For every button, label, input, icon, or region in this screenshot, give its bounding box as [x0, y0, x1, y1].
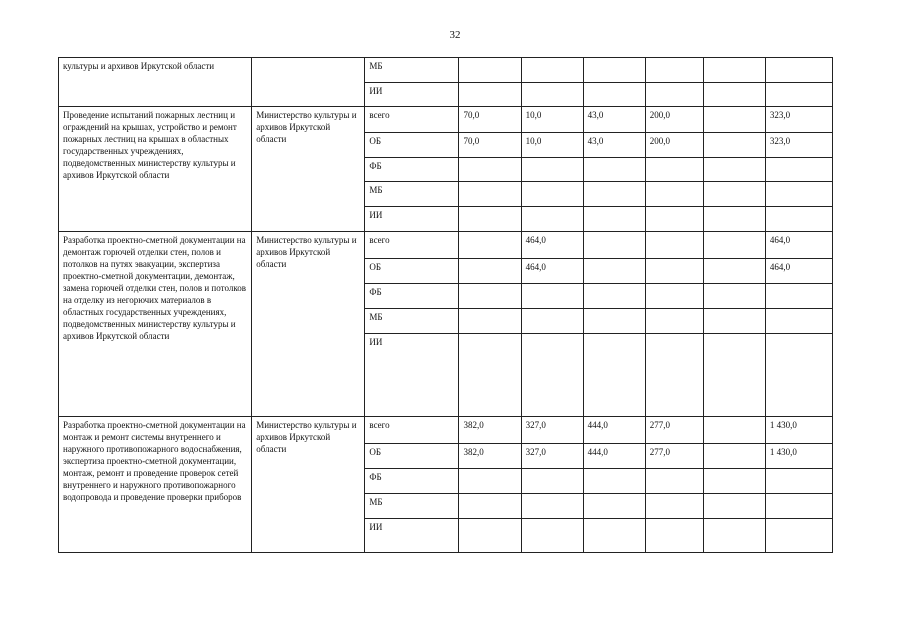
- amount-cell: [645, 309, 703, 334]
- amount-cell: [765, 519, 832, 553]
- amount-cell: 382,0: [459, 444, 521, 469]
- funding-source-cell: ФБ: [365, 469, 459, 494]
- amount-cell: 70,0: [459, 107, 521, 133]
- amount-cell: [765, 182, 832, 207]
- funding-source-cell: ИИ: [365, 207, 459, 232]
- funding-source-cell: всего: [365, 232, 459, 259]
- funding-source-cell: МБ: [365, 182, 459, 207]
- amount-cell: 70,0: [459, 133, 521, 158]
- amount-cell: [521, 158, 583, 182]
- amount-cell: 1 430,0: [765, 417, 832, 444]
- amount-cell: [645, 232, 703, 259]
- amount-cell: 382,0: [459, 417, 521, 444]
- executor-cell: Министерство культуры и архивов Иркутской области: [252, 417, 365, 553]
- amount-cell: [765, 469, 832, 494]
- amount-cell: [521, 519, 583, 553]
- amount-cell: [583, 182, 645, 207]
- amount-cell: [645, 207, 703, 232]
- amount-cell: [583, 334, 645, 417]
- amount-cell: [583, 158, 645, 182]
- amount-cell: [459, 469, 521, 494]
- amount-cell: [703, 284, 765, 309]
- amount-cell: [521, 58, 583, 83]
- measure-name-cell: Разработка проектно-сметной документации на демонтаж горючей отделки стен, полов и потолков на путях эвакуации, экспертиза проектно-сметной документации, демонтаж, замена горючей отделки стен, полов и потолков на отделку из негорючих материалов в областных государственных учреждениях, подведомственных министерству культуры и архивов Иркутской области: [59, 232, 252, 417]
- amount-cell: [459, 519, 521, 553]
- amount-cell: [459, 58, 521, 83]
- amount-cell: [765, 284, 832, 309]
- amount-cell: 277,0: [645, 444, 703, 469]
- funding-source-cell: ФБ: [365, 158, 459, 182]
- amount-cell: [703, 232, 765, 259]
- budget-table: [58, 57, 833, 553]
- amount-cell: [583, 232, 645, 259]
- funding-source-cell: ОБ: [365, 259, 459, 284]
- amount-cell: [459, 158, 521, 182]
- amount-cell: [583, 519, 645, 553]
- amount-cell: 464,0: [765, 232, 832, 259]
- amount-cell: 323,0: [765, 107, 832, 133]
- amount-cell: [521, 469, 583, 494]
- amount-cell: [703, 309, 765, 334]
- table-row: [59, 107, 833, 133]
- amount-cell: 10,0: [521, 107, 583, 133]
- amount-cell: 464,0: [521, 259, 583, 284]
- amount-cell: 464,0: [765, 259, 832, 284]
- amount-cell: [703, 334, 765, 417]
- amount-cell: [459, 232, 521, 259]
- funding-source-cell: ФБ: [365, 284, 459, 309]
- amount-cell: [765, 494, 832, 519]
- executor-cell: Министерство культуры и архивов Иркутской области: [252, 232, 365, 417]
- amount-cell: [645, 182, 703, 207]
- amount-cell: [765, 334, 832, 417]
- amount-cell: [645, 469, 703, 494]
- amount-cell: [703, 158, 765, 182]
- amount-cell: [459, 259, 521, 284]
- amount-cell: [459, 494, 521, 519]
- amount-cell: [645, 83, 703, 107]
- funding-source-cell: МБ: [365, 58, 459, 83]
- table-row: [59, 232, 833, 259]
- measure-name-cell: Проведение испытаний пожарных лестниц и ограждений на крышах, устройство и ремонт пожарных лестниц на крышах в областных государственных учреждениях, подведомственных министерству культуры и архивов Иркутской области: [59, 107, 252, 232]
- amount-cell: [703, 83, 765, 107]
- amount-cell: [583, 469, 645, 494]
- amount-cell: [583, 284, 645, 309]
- amount-cell: [459, 207, 521, 232]
- amount-cell: [765, 309, 832, 334]
- amount-cell: 327,0: [521, 417, 583, 444]
- amount-cell: [703, 444, 765, 469]
- amount-cell: 200,0: [645, 133, 703, 158]
- amount-cell: [703, 417, 765, 444]
- amount-cell: 43,0: [583, 133, 645, 158]
- amount-cell: [765, 58, 832, 83]
- measure-name-cell: культуры и архивов Иркутской области: [59, 58, 252, 107]
- amount-cell: 277,0: [645, 417, 703, 444]
- amount-cell: 444,0: [583, 417, 645, 444]
- amount-cell: [645, 284, 703, 309]
- amount-cell: [765, 158, 832, 182]
- table-row: [59, 58, 833, 83]
- amount-cell: 327,0: [521, 444, 583, 469]
- amount-cell: [645, 158, 703, 182]
- amount-cell: [703, 133, 765, 158]
- amount-cell: [645, 334, 703, 417]
- amount-cell: 43,0: [583, 107, 645, 133]
- amount-cell: [703, 259, 765, 284]
- amount-cell: [583, 207, 645, 232]
- amount-cell: 10,0: [521, 133, 583, 158]
- amount-cell: [521, 207, 583, 232]
- amount-cell: [703, 207, 765, 232]
- amount-cell: [645, 494, 703, 519]
- amount-cell: [645, 519, 703, 553]
- amount-cell: [703, 58, 765, 83]
- funding-source-cell: ОБ: [365, 444, 459, 469]
- budget-table-body: [59, 58, 833, 553]
- amount-cell: 464,0: [521, 232, 583, 259]
- funding-source-cell: МБ: [365, 494, 459, 519]
- amount-cell: [703, 182, 765, 207]
- funding-source-cell: ИИ: [365, 83, 459, 107]
- funding-source-cell: всего: [365, 417, 459, 444]
- funding-source-cell: ОБ: [365, 133, 459, 158]
- amount-cell: [703, 519, 765, 553]
- page-number: 32: [449, 29, 461, 41]
- amount-cell: [459, 284, 521, 309]
- executor-cell: Министерство культуры и архивов Иркутской области: [252, 107, 365, 232]
- amount-cell: [521, 182, 583, 207]
- amount-cell: 200,0: [645, 107, 703, 133]
- amount-cell: 323,0: [765, 133, 832, 158]
- funding-source-cell: ИИ: [365, 519, 459, 553]
- executor-cell: [252, 58, 365, 107]
- amount-cell: [521, 494, 583, 519]
- amount-cell: [645, 259, 703, 284]
- measure-name-cell: Разработка проектно-сметной документации на монтаж и ремонт системы внутреннего и наружного противопожарного водоснабжения, экспертиза проектно-сметной документации, монтаж, ремонт и проведение проверок сетей внутреннего и наружного противопожарного водопровода и проведение проверки приборов: [59, 417, 252, 553]
- amount-cell: [703, 494, 765, 519]
- funding-source-cell: ИИ: [365, 334, 459, 417]
- amount-cell: [765, 207, 832, 232]
- amount-cell: [459, 309, 521, 334]
- amount-cell: [583, 309, 645, 334]
- funding-source-cell: МБ: [365, 309, 459, 334]
- amount-cell: [521, 284, 583, 309]
- amount-cell: 1 430,0: [765, 444, 832, 469]
- amount-cell: [459, 182, 521, 207]
- amount-cell: [459, 334, 521, 417]
- amount-cell: [645, 58, 703, 83]
- amount-cell: [583, 259, 645, 284]
- amount-cell: 444,0: [583, 444, 645, 469]
- amount-cell: [583, 494, 645, 519]
- amount-cell: [583, 58, 645, 83]
- funding-source-cell: всего: [365, 107, 459, 133]
- amount-cell: [765, 83, 832, 107]
- amount-cell: [703, 107, 765, 133]
- amount-cell: [583, 83, 645, 107]
- amount-cell: [521, 309, 583, 334]
- amount-cell: [521, 334, 583, 417]
- amount-cell: [521, 83, 583, 107]
- amount-cell: [459, 83, 521, 107]
- table-row: [59, 417, 833, 444]
- amount-cell: [703, 469, 765, 494]
